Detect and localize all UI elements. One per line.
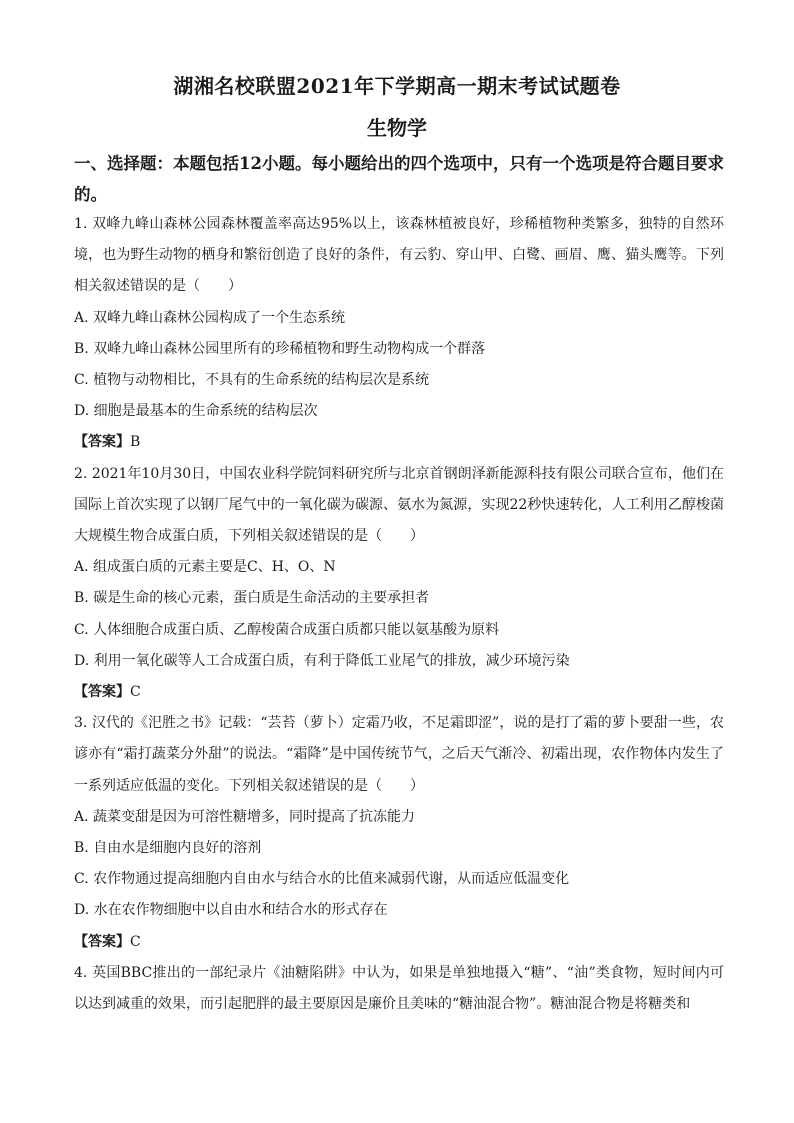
question-stem: 3. 汉代的《汜胜之书》记载：“芸苔（萝卜）定霜乃收，不足霜即涩”，说的是打了霜的萝卜要甜一些，农谚亦有“霜打蔬菜分外甜”的说法。“霜降”是中国传统节气，之后天气渐冷、初霜出现，农作物体内发生了一系列适应低温的变化。下列相关叙述错误的是（ ） <box>74 715 724 794</box>
option-b: B. 自由水是细胞内良好的溶剂 <box>74 840 262 857</box>
option-a: A. 双峰九峰山森林公园构成了一个生态系统 <box>74 309 346 326</box>
question-2 <box>74 459 724 709</box>
question-3 <box>74 708 724 958</box>
answer-value: B <box>130 434 141 451</box>
question-stem: 2. 2021年10月30日，中国农业科学院饲料研究所与北京首钢朗泽新能源科技有限公司联合宣布，他们在国际上首次实现了以钢厂尾气中的一氧化碳为碳源、氨水为氮源，实现22秒快速转化，人工利用乙醇梭菌大规模生物合成蛋白质，下列相关叙述错误的是（ ） <box>74 465 724 545</box>
option-b: B. 碳是生命的核心元素，蛋白质是生命活动的主要承担者 <box>74 590 430 607</box>
option-d: D. 细胞是最基本的生命系统的结构层次 <box>74 403 318 420</box>
option-c: C. 植物与动物相比，不具有的生命系统的结构层次是系统 <box>74 372 430 389</box>
answer-line <box>74 427 724 458</box>
answer-tag: 【答案】 <box>74 434 130 451</box>
option-d: D. 利用一氧化碳等人工合成蛋白质，有利于降低工业尾气的排放，减少环境污染 <box>74 652 570 669</box>
option-c: C. 人体细胞合成蛋白质、乙醇梭菌合成蛋白质都只能以氨基酸为原料 <box>74 621 500 638</box>
question-4 <box>74 958 724 1020</box>
answer-value: C <box>130 933 141 950</box>
question-stem: 1. 双峰九峰山森林公园森林覆盖率高达95%以上，该森林植被良好，珍稀植物种类繁多，独特的自然环境，也为野生动物的栖身和繁衍创造了良好的条件，有云豹、穿山甲、白鹭、画眉、鹰、猫头鹰等。下列相关叙述错误的是（ ） <box>74 216 724 295</box>
answer-value: C <box>130 684 141 701</box>
answer-tag: 【答案】 <box>74 684 130 701</box>
exam-title: 湖湘名校联盟2021年下学期高一期末考试试题卷 <box>173 74 621 98</box>
option-c: C. 农作物通过提高细胞内自由水与结合水的比值来减弱代谢，从而适应低温变化 <box>74 871 570 888</box>
option-a: A. 组成蛋白质的元素主要是C、H、O、N <box>74 559 336 576</box>
section-heading: 一、选择题：本题包括12小题。每小题给出的四个选项中，只有一个选项是符合题目要求的。 <box>74 154 724 204</box>
option-a: A. 蔬菜变甜是因为可溶性糖增多，同时提高了抗冻能力 <box>74 808 416 825</box>
question-stem: 4. 英国BBC推出的一部纪录片《油糖陷阱》中认为，如果是单独地摄入“糖”、“油”类食物，短时间内可以达到减重的效果，而引起肥胖的最主要原因是廉价且美味的“糖油混合物”。糖油混合物是将糖类和 <box>74 964 724 1013</box>
exam-subject: 生物学 <box>367 116 427 140</box>
answer-line <box>74 927 724 958</box>
questions-content <box>74 209 724 1020</box>
option-d: D. 水在农作物细胞中以自由水和结合水的形式存在 <box>74 902 388 919</box>
option-b: B. 双峰九峰山森林公园里所有的珍稀植物和野生动物构成一个群落 <box>74 340 486 357</box>
question-1 <box>74 209 724 459</box>
answer-line <box>74 677 724 708</box>
answer-tag: 【答案】 <box>74 933 130 950</box>
